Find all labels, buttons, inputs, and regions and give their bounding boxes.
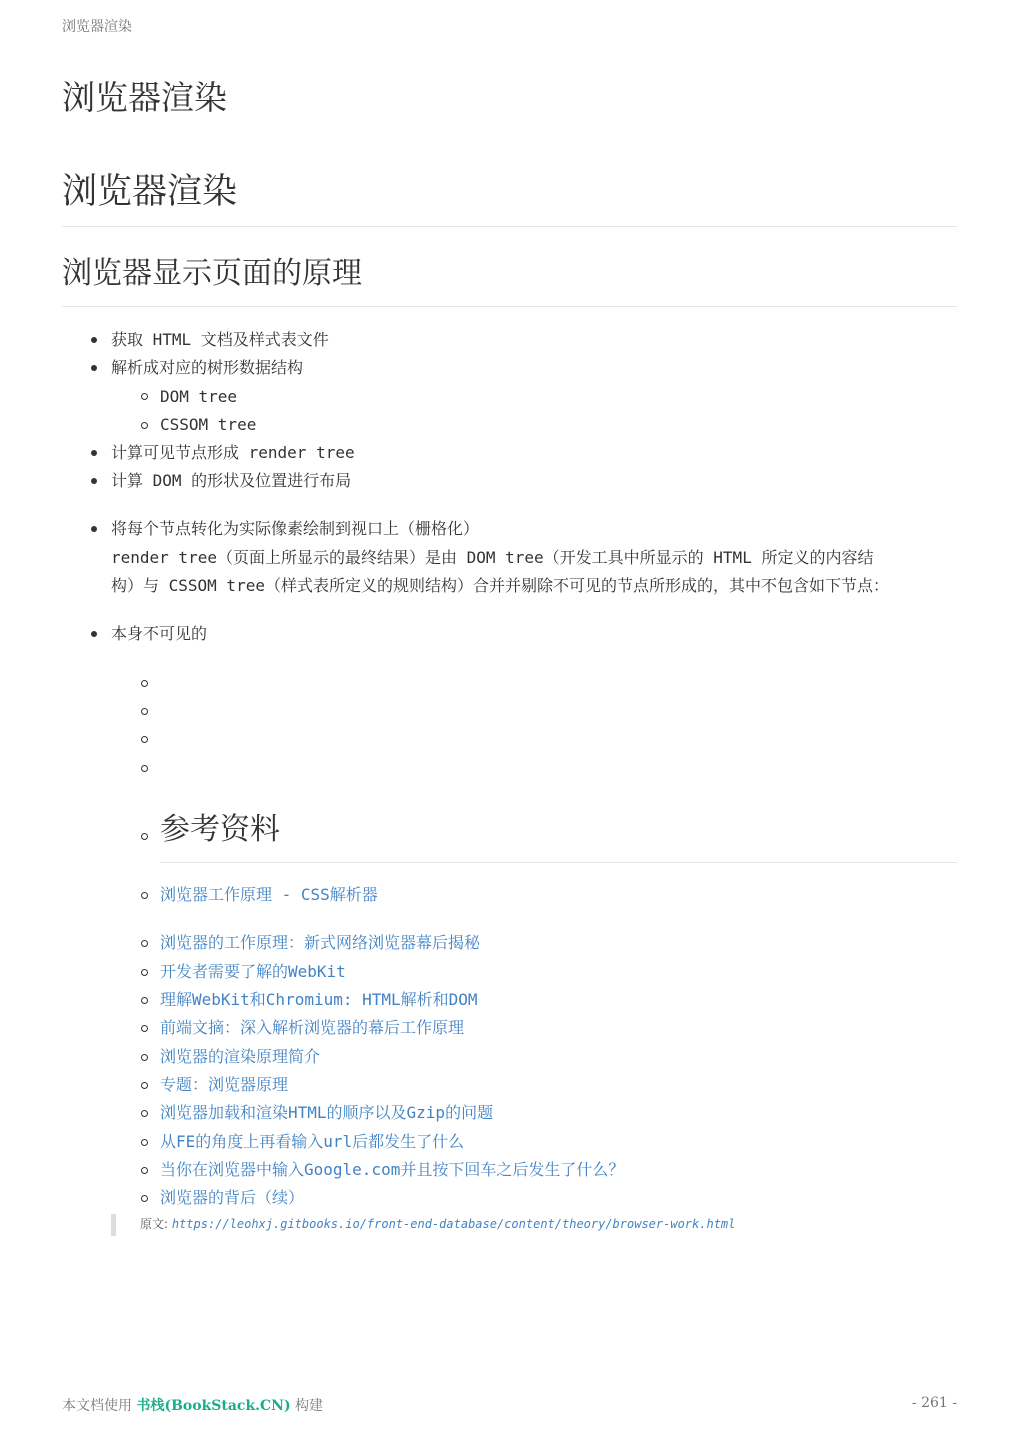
reference-link[interactable]: 前端文摘：深入解析浏览器的幕后工作原理 [160, 1018, 465, 1037]
source-url-link[interactable]: https://leohxj.gitbooks.io/front-end-database/content/theory/browser-work.html [171, 1217, 736, 1231]
reference-link[interactable]: 浏览器的渲染原理简介 [160, 1047, 321, 1066]
list-item: 计算可见节点形成 render tree [111, 443, 355, 462]
list-bullet [91, 337, 97, 343]
empty-sublist-bullet [141, 680, 148, 687]
running-header: 浏览器渲染 [62, 19, 132, 35]
reference-link[interactable]: 当你在浏览器中输入Google.com并且按下回车之后发生了什么？ [160, 1160, 625, 1179]
list-item: 计算 DOM 的形状及位置进行布局 [111, 471, 352, 490]
sublist-bullet [141, 833, 148, 840]
list-item: 获取 HTML 文档及样式表文件 [111, 330, 329, 349]
sublist-bullet [141, 997, 148, 1004]
sublist-bullet [141, 892, 148, 899]
sublist-bullet [141, 393, 148, 400]
reference-link[interactable]: 浏览器加载和渲染HTML的顺序以及Gzip的问题 [160, 1103, 494, 1122]
reference-link[interactable]: 浏览器的工作原理：新式网络浏览器幕后揭秘 [160, 933, 481, 952]
paragraph-line: 构）与 CSSOM tree（样式表所定义的规则结构）合并并剔除不可见的节点所形成的，其中不包含如下节点： [111, 576, 889, 595]
sublist-bullet [141, 422, 148, 429]
footer-credit [62, 1395, 323, 1415]
list-bullet [91, 631, 97, 637]
sublist-bullet [141, 969, 148, 976]
reference-link[interactable]: 开发者需要了解的WebKit [160, 962, 346, 981]
sublist-bullet [141, 1025, 148, 1032]
section-heading: 浏览器渲染 [62, 170, 957, 227]
footer-prefix: 本文档使用 [62, 1398, 137, 1414]
list-bullet [91, 365, 97, 371]
references-heading: 参考资料 [160, 810, 957, 863]
sublist-bullet [141, 1139, 148, 1146]
sublist-bullet [141, 1195, 148, 1202]
sublist-bullet [141, 940, 148, 947]
source-blockquote [111, 1214, 735, 1236]
list-item: 本身不可见的 [111, 624, 208, 643]
subsection-heading: 浏览器显示页面的原理 [62, 254, 957, 307]
reference-link[interactable]: 从FE的角度上再看输入url后都发生了什么 [160, 1132, 465, 1151]
list-bullet [91, 450, 97, 456]
sublist-bullet [141, 1110, 148, 1117]
document-title: 浏览器渲染 [62, 78, 227, 117]
list-bullet [91, 478, 97, 484]
sublist-bullet [141, 1167, 148, 1174]
list-bullet [91, 526, 97, 532]
list-item: 解析成对应的树形数据结构 [111, 358, 304, 377]
sublist-bullet [141, 1054, 148, 1061]
list-item: 将每个节点转化为实际像素绘制到视口上（栅格化） [111, 519, 480, 538]
reference-link[interactable]: 专题：浏览器原理 [160, 1075, 289, 1094]
sublist-item: DOM tree [160, 387, 238, 406]
page-number: - 261 - [911, 1395, 957, 1411]
reference-link[interactable]: 浏览器工作原理 - CSS解析器 [160, 885, 378, 904]
sublist-bullet [141, 1082, 148, 1089]
empty-sublist-bullet [141, 708, 148, 715]
empty-sublist-bullet [141, 736, 148, 743]
reference-link[interactable]: 理解WebKit和Chromium: HTML解析和DOM [160, 990, 478, 1009]
sublist-item: CSSOM tree [160, 415, 257, 434]
source-label: 原文: [140, 1217, 172, 1231]
bookstack-link[interactable]: 书栈(BookStack.CN) [136, 1398, 291, 1414]
footer-suffix: 构建 [290, 1398, 324, 1414]
reference-link[interactable]: 浏览器的背后（续） [160, 1188, 305, 1207]
paragraph-line: render tree（页面上所显示的最终结果）是由 DOM tree（开发工具中所显示的 HTML 所定义的内容结 [111, 548, 874, 567]
empty-sublist-bullet [141, 765, 148, 772]
